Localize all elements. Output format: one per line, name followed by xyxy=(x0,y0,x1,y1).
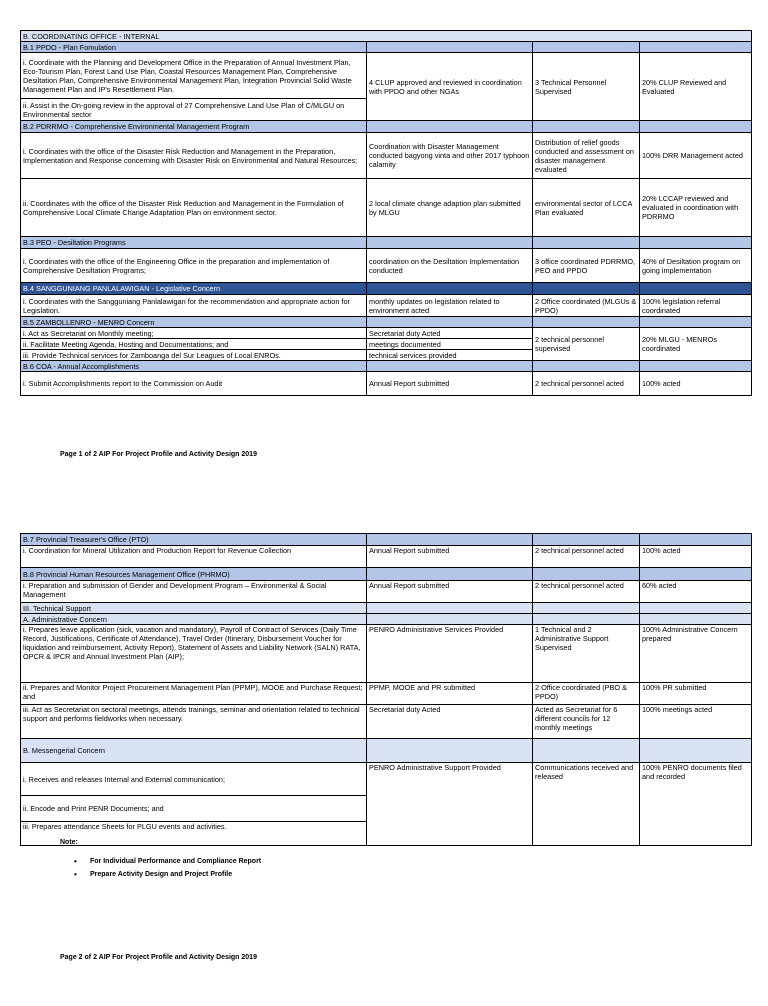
note-label: Note: xyxy=(60,839,78,846)
section-title: III. Technical Support xyxy=(21,603,367,614)
list-item: • Prepare Activity Design and Project Profile xyxy=(74,868,261,881)
activity-cell: ii. Prepares and Monitor Project Procurement Management Plan (PPMP), MOOE and Purchase Request; and xyxy=(21,683,367,705)
subsection-header xyxy=(21,42,752,53)
note-list xyxy=(74,855,261,881)
output-cell: PENRO Administrative Support Provided xyxy=(367,763,533,846)
subsection-title: B.2 PDRRMO - Comprehensive Environmental Management Program xyxy=(21,121,367,133)
output-cell: PENRO Administrative Services Provided xyxy=(367,625,533,683)
target-cell: 20% MLGU - MENROs coordinated xyxy=(640,328,752,361)
staff-cell: 1 Technical and 2 Administrative Support Supervised xyxy=(533,625,640,683)
subsection-title: B.1 PPDO - Plan Fomulation xyxy=(21,42,367,53)
staff-cell: 2 technical personnel acted xyxy=(533,372,640,396)
activity-cell: i. Coordinates with the Sangguniang Panlalawigan for the recommendation and appropriate action for Legislation. xyxy=(21,295,367,317)
subsection-title: B.8 Provincial Human Resources Management Office (PHRMO) xyxy=(21,568,367,581)
staff-cell: 2 Office coordinated (PBO & PPDO) xyxy=(533,683,640,705)
output-cell: technical services provided xyxy=(367,350,533,361)
subsection-header xyxy=(21,283,752,295)
table-row xyxy=(21,133,752,179)
staff-cell: 3 Technical Personnel Supervised xyxy=(533,53,640,121)
table-row xyxy=(21,249,752,283)
subsection-title: B.7 Provincial Treasurer's Office (PTO) xyxy=(21,534,367,546)
subsection-header xyxy=(21,739,752,763)
activity-cell: ii. Coordinates with the office of the Disaster Risk Reduction and Management in the Formulation of Comprehensive Local Climate Change Adaptation Plan on environment sector. xyxy=(21,179,367,237)
section-title: B. COORDINATING OFFICE - INTERNAL xyxy=(21,31,752,42)
section-header xyxy=(21,603,752,614)
subsection-header xyxy=(21,317,752,328)
activity-cell: iii. Act as Secretariat on sectoral meetings, attends trainings, seminar and orientation related to technical support and performs fieldworks when necessary. xyxy=(21,705,367,739)
table-row xyxy=(21,625,752,683)
subsection-title: A. Administrative Concern xyxy=(21,614,367,625)
table-row xyxy=(21,295,752,317)
output-cell: 4 CLUP approved and reviewed in coordination with PPDO and other NGAs xyxy=(367,53,533,121)
staff-cell: Acted as Secretariat for 6 different councils for 12 monthly meetings xyxy=(533,705,640,739)
table-row xyxy=(21,546,752,568)
target-cell: 20% CLUP Reviewed and Evaluated xyxy=(640,53,752,121)
subsection-header xyxy=(21,361,752,372)
output-cell: PPMP, MOOE and PR submitted xyxy=(367,683,533,705)
target-cell: 60% acted xyxy=(640,581,752,603)
list-item: • For Individual Performance and Compliance Report xyxy=(74,855,261,868)
output-cell: Annual Report submitted xyxy=(367,372,533,396)
staff-cell: 2 technical personnel acted xyxy=(533,546,640,568)
target-cell: 100% PR submitted xyxy=(640,683,752,705)
activity-cell: iii. Prepares attendance Sheets for PLGU events and activities. xyxy=(21,822,367,846)
output-cell: Secretariat duty Acted xyxy=(367,328,533,339)
target-cell: 100% meetings acted xyxy=(640,705,752,739)
subsection-header xyxy=(21,237,752,249)
subsection-header xyxy=(21,534,752,546)
activity-cell: i. Receives and releases Internal and External communication; xyxy=(21,763,367,796)
target-cell: 100% acted xyxy=(640,372,752,396)
activity-cell: i. Submit Accomplishments report to the Commission on Audit xyxy=(21,372,367,396)
staff-cell: Communications received and released xyxy=(533,763,640,846)
staff-cell: 2 technical personnel acted xyxy=(533,581,640,603)
target-cell: 20% LCCAP reviewed and evaluated in coordination with PDRRMO xyxy=(640,179,752,237)
table-row xyxy=(21,179,752,237)
activity-cell: i. Act as Secretariat on Monthly meeting; xyxy=(21,328,367,339)
table-row xyxy=(21,372,752,396)
activity-cell: ii. Assist in the On-going review in the approval of 27 Comprehensive Land Use Plan of C/MLGU on Environmental sector xyxy=(21,99,367,121)
subsection-title: B.4 SANGGUNIANG PANLALAWIGAN - Legislative Concern xyxy=(21,283,367,295)
subsection-header xyxy=(21,614,752,625)
staff-cell: 2 technical personnel supervised xyxy=(533,328,640,361)
table-row xyxy=(21,53,752,99)
output-cell: 2 local climate change adaption plan submitted by MLGU xyxy=(367,179,533,237)
subsection-title: B. Messengerial Concern xyxy=(21,739,367,763)
target-cell: 100% Administrative Concern prepared xyxy=(640,625,752,683)
subsection-header xyxy=(21,121,752,133)
target-cell: 40% of Desiltation program on going implementation xyxy=(640,249,752,283)
table-row xyxy=(21,581,752,603)
activity-cell: i. Coordinate with the Planning and Development Office in the Preparation of Annual Investment Plan, Eco-Tourism Plan, Forest Land Use Plan, Coastal Resources Management Plan, Comprehensive Desiltation Plan, Comprehensive Environmental Management Plan, Integration Provincial Solid Waste Management Plan and IP's Resettlement Plan. xyxy=(21,53,367,99)
table-row xyxy=(21,328,752,339)
activity-cell: ii. Facilitate Meeting Agenda, Hosting and Documentations; and xyxy=(21,339,367,350)
target-cell: 100% acted xyxy=(640,546,752,568)
activity-cell: iii. Provide Technical services for Zamboanga del Sur Leagues of Local ENROs. xyxy=(21,350,367,361)
target-cell: 100% PENRO documents filed and recorded xyxy=(640,763,752,846)
activity-cell: i. Preparation and submission of Gender and Development Program – Environmental & Social Management xyxy=(21,581,367,603)
activity-cell: i. Coordinates with the office of the Disaster Risk Reduction and Management in the Preparation, Implementation and Response concerning with Disaster Risk on Environmental and Natural Resources; xyxy=(21,133,367,179)
subsection-title: B.3 PEO - Desiltation Programs xyxy=(21,237,367,249)
output-cell: Coordination with Disaster Management conducted bagyong vinta and other 2017 typhoon calamity xyxy=(367,133,533,179)
output-cell: meetings documented xyxy=(367,339,533,350)
output-cell: coordination on the Desiltation Implementation conducted xyxy=(367,249,533,283)
page1-table xyxy=(20,30,752,396)
subsection-title: B.5 ZAMBOLLENRO - MENRO Concern xyxy=(21,317,367,328)
table-row xyxy=(21,705,752,739)
page-footer: Page 1 of 2 AIP For Project Profile and Activity Design 2019 xyxy=(60,451,257,458)
page2-table xyxy=(20,533,752,846)
output-cell: Annual Report submitted xyxy=(367,581,533,603)
target-cell: 100% DRR Management acted xyxy=(640,133,752,179)
section-header xyxy=(21,31,752,42)
staff-cell: 3 office coordinated PDRRMO, PEO and PPDO xyxy=(533,249,640,283)
activity-cell: i. Coordination for Mineral Utilization and Production Report for Revenue Collection xyxy=(21,546,367,568)
staff-cell: 2 Office coordinated (MLGUs & PPDO) xyxy=(533,295,640,317)
subsection-header xyxy=(21,568,752,581)
subsection-title: B.6 COA - Annual Accomplishments xyxy=(21,361,367,372)
activity-cell: i. Prepares leave application (sick, vacation and mandatory), Payroll of Contract of Services (Daily Time Record, Justifications, Certificate of Attendance), Travel Order (Itinerary, Disbursement Voucher for liquidation and reimbursement, Activity Report), Statement of Assets and Liability Network (SALN) RATA, OPCR & IPCR and Annual Investment Plan (AIP); xyxy=(21,625,367,683)
output-cell: Annual Report submitted xyxy=(367,546,533,568)
table-row xyxy=(21,683,752,705)
staff-cell: Distribution of relief goods conducted and assessment on disaster management evaluated xyxy=(533,133,640,179)
activity-cell: i. Coordinates with the office of the Engineering Office in the preparation and implementation of Comprehensive Desiltation Programs; xyxy=(21,249,367,283)
output-cell: monthly updates on legislation related to environment acted xyxy=(367,295,533,317)
table-row xyxy=(21,763,752,796)
output-cell: Secretariat duty Acted xyxy=(367,705,533,739)
page-footer: Page 2 of 2 AIP For Project Profile and Activity Design 2019 xyxy=(60,954,257,961)
target-cell: 100% legislation referral coordinated xyxy=(640,295,752,317)
staff-cell: environmental sector of LCCA Plan evaluated xyxy=(533,179,640,237)
activity-cell: ii. Encode and Print PENR Documents; and xyxy=(21,796,367,822)
